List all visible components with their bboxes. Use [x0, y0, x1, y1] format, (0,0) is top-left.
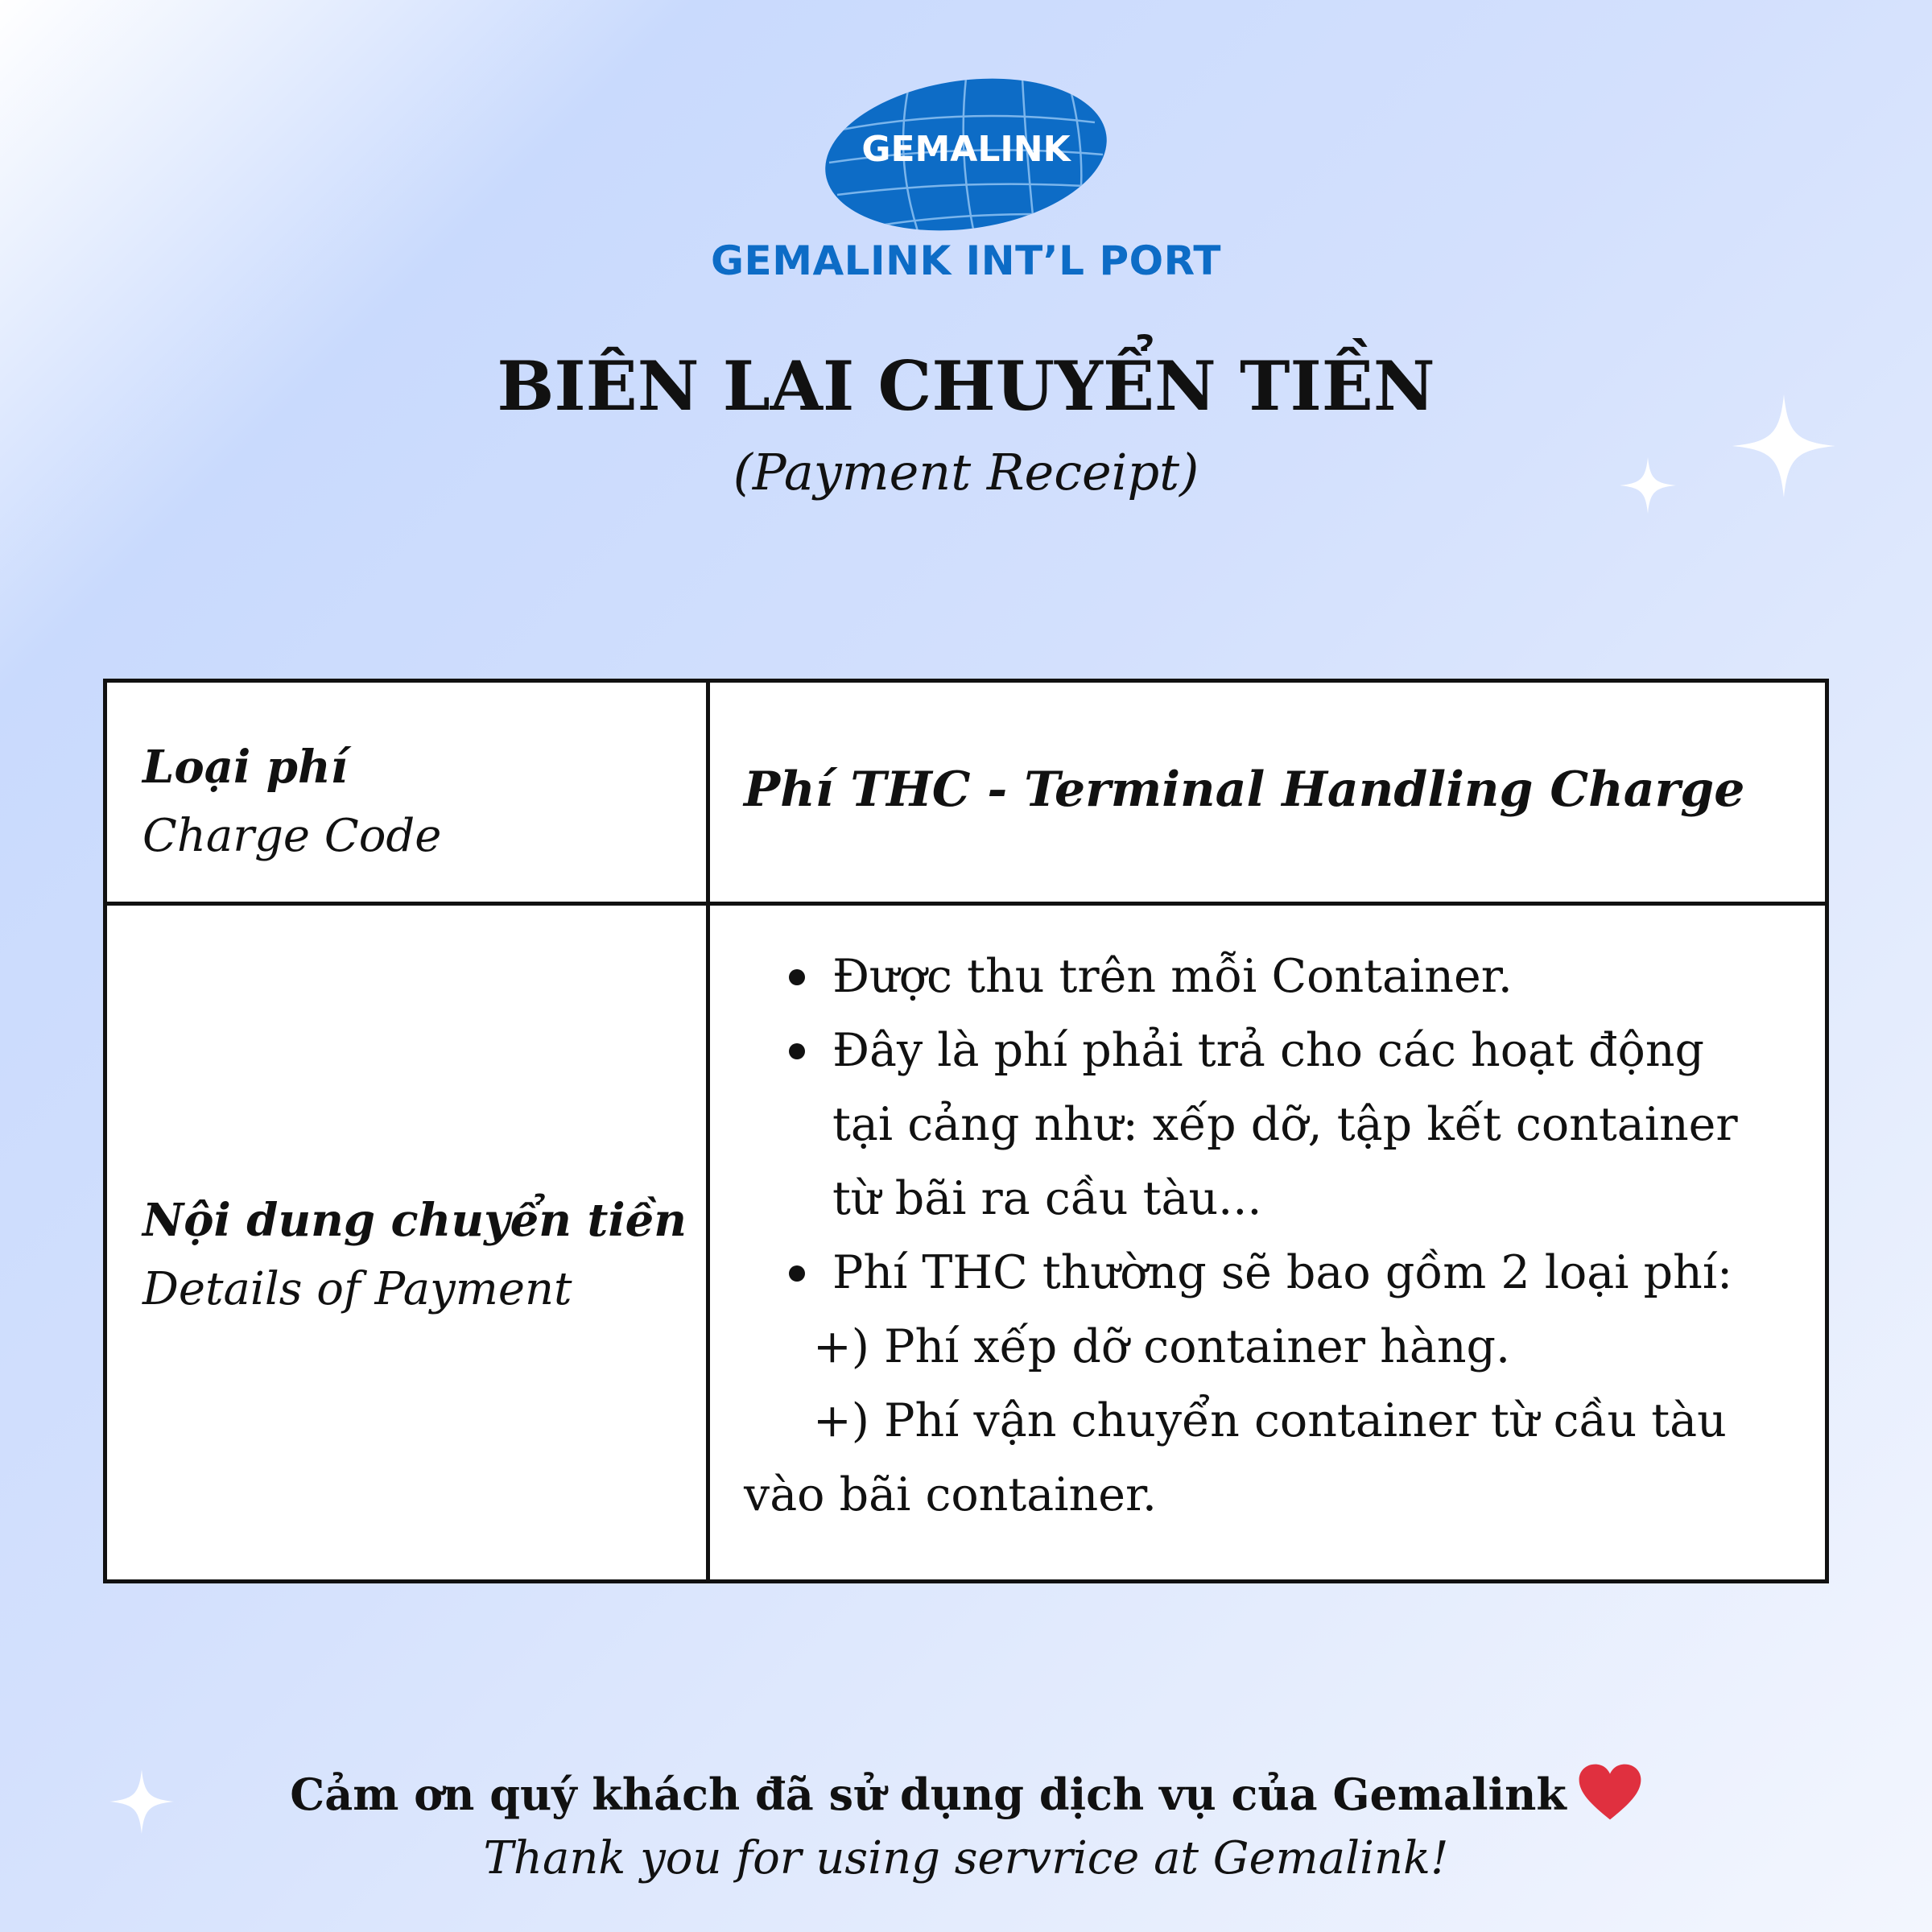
page-subtitle: (Payment Receipt) [733, 443, 1199, 502]
sub-item: +) Phí vận chuyển container từ cầu tàu [813, 1394, 1727, 1447]
gemalink-logo [821, 74, 1111, 235]
list-item [744, 1236, 1806, 1310]
globe-logo-icon [821, 74, 1111, 235]
thank-you-en: Thank you for using servrice at Gemalink! [483, 1832, 1449, 1885]
list-item-continuation: tại cảng như: xếp dỡ, tập kết container [832, 1098, 1738, 1151]
list-item [744, 939, 1806, 1013]
charge-code-label [142, 733, 674, 871]
sparkle-icon [1732, 394, 1835, 497]
bullet-icon [789, 1265, 805, 1282]
bullet-icon [789, 969, 805, 985]
table-row-charge-code [107, 683, 1825, 906]
logo-text: GEMALINK [861, 129, 1071, 170]
receipt-table [103, 679, 1829, 1583]
payment-details-content [744, 939, 1806, 1532]
payment-details-label-en: Details of Payment [142, 1263, 572, 1315]
payment-details-label [142, 1186, 687, 1324]
list-item-continuation: từ bãi ra cầu tàu... [832, 1172, 1262, 1225]
brand-name: GEMALINK INT’L PORT [711, 237, 1221, 284]
thank-you-vi-text: Cảm ơn quý khách đã sử dụng dịch vụ của Gemalink [290, 1769, 1567, 1820]
page-title: BIÊN LAI CHUYỂN TIỀN [497, 346, 1435, 426]
charge-code-value: Phí THC - Terminal Handling Charge [744, 762, 1745, 818]
list-item-text: Phí THC thường sẽ bao gồm 2 loại phí: [832, 1246, 1733, 1299]
bullet-icon [789, 1043, 805, 1059]
payment-details-label-vi: Nội dung chuyển tiền [142, 1194, 687, 1247]
heart-icon [1578, 1763, 1642, 1821]
charge-code-label-vi: Loại phí [142, 741, 348, 794]
list-item-text: Đây là phí phải trả cho các hoạt động [832, 1024, 1705, 1077]
thank-you-vi [0, 1763, 1932, 1821]
sub-item-continuation: vào bãi container. [744, 1468, 1158, 1521]
table-row-payment-details [107, 906, 1825, 1579]
sparkle-icon [1620, 457, 1676, 514]
charge-code-label-en: Charge Code [142, 810, 442, 862]
list-item-text: Được thu trên mỗi Container. [832, 950, 1513, 1003]
sub-item: +) Phí xếp dỡ container hàng. [813, 1320, 1511, 1373]
list-item [744, 1013, 1806, 1088]
